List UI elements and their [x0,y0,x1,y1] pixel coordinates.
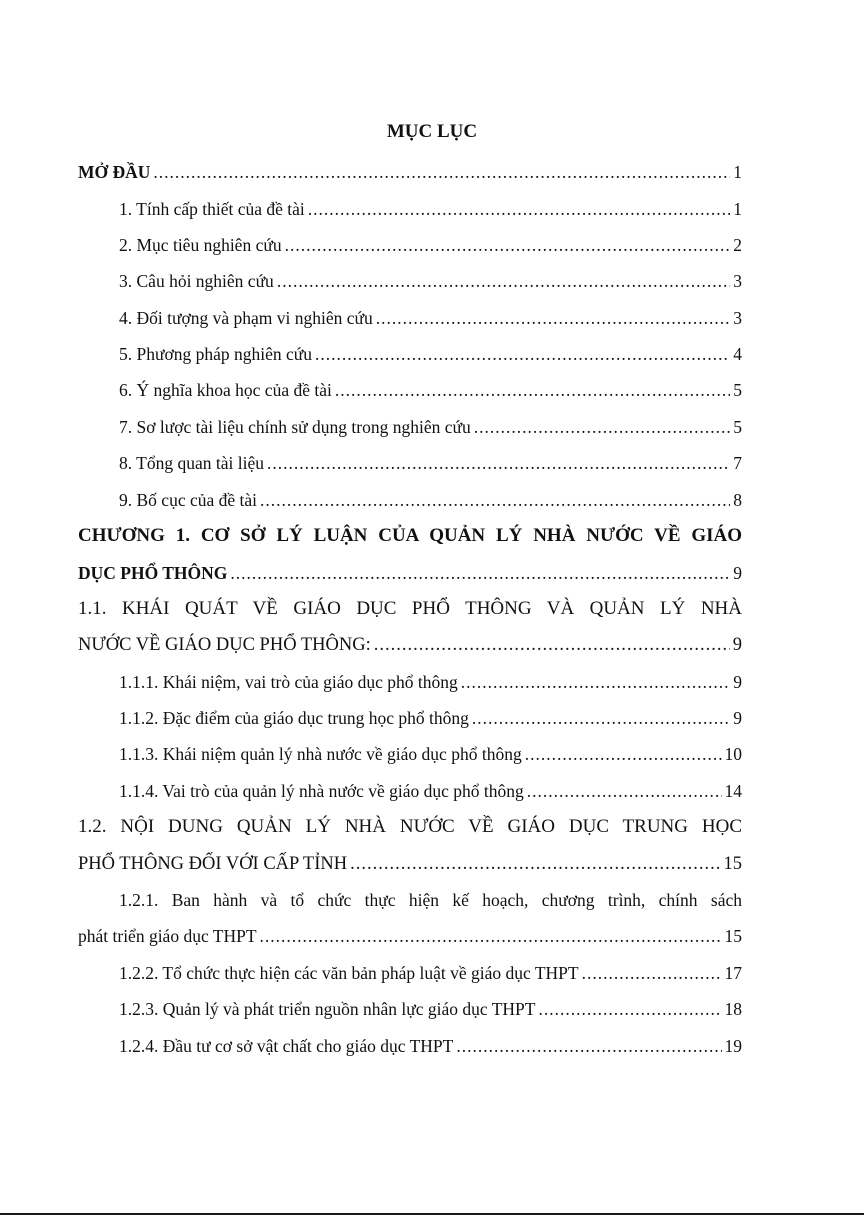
toc-chapter-heading [78,561,742,585]
dot-leader [472,706,730,730]
dot-leader [525,742,722,766]
toc-entry-text: 3. Câu hỏi nghiên cứu [119,271,274,291]
toc-entry-text: PHỔ THÔNG ĐỐI VỚI CẤP TỈNH [78,854,348,874]
toc-entry [119,451,742,475]
dot-leader [538,997,721,1021]
toc-entry-text: 4. Đối tượng và phạm vi nghiên cứu [119,308,373,328]
toc-entry-page: 9 [732,635,742,655]
toc-entry-page: 14 [724,781,742,801]
toc-entry-text: 1.2.3. Quản lý và phát triển nguồn nhân lực giáo dục THPT [119,999,536,1019]
page-bottom-edge [0,1213,864,1215]
dot-leader [308,197,730,221]
toc-entry-page: 5 [733,417,742,437]
dot-leader [350,852,720,876]
toc-entry [119,415,742,439]
dot-leader [260,488,730,512]
toc-entry-text: 1. Tính cấp thiết của đề tài [119,199,305,219]
toc-entry [119,706,742,730]
toc-entry-text: 1.1.3. Khái niệm quản lý nhà nước về giáo dục phổ thông [119,744,522,764]
dot-leader [260,924,722,948]
toc-entry-page: 3 [733,308,742,328]
toc-section-heading [78,633,742,657]
toc-entry-mo-dau [78,160,742,184]
toc-entry-page: 9 [733,708,742,728]
toc-entry-text: 1.2.4. Đầu tư cơ sở vật chất cho giáo dục THPT [119,1036,454,1056]
toc-entry-page: 5 [733,380,742,400]
toc-entry-page: 15 [723,854,742,874]
toc-entry-page: 10 [724,744,742,764]
toc-section-heading-line: 1.2. NỘI DUNG QUẢN LÝ NHÀ NƯỚC VỀ GIÁO DỤC TRUNG HỌC [78,816,742,837]
toc-entry-page: 15 [724,926,742,946]
toc-entry-page: 9 [733,563,742,583]
toc-entry-line: 1.2.1. Ban hành và tổ chức thực hiện kế hoạch, chương trình, chính sách [119,890,742,910]
toc-entry-text: 7. Sơ lược tài liệu chính sử dụng trong nghiên cứu [119,417,471,437]
toc-entry-text: 5. Phương pháp nghiên cứu [119,344,312,364]
toc-entry [119,342,742,366]
toc-entry-page: 7 [733,453,742,473]
toc-title: MỤC LỤC [386,121,478,142]
dot-leader [582,961,722,985]
toc-entry-page: 8 [733,490,742,510]
dot-leader [527,779,722,803]
toc-entry [119,306,742,330]
dot-leader [335,378,730,402]
toc-chapter-heading-line: CHƯƠNG 1. CƠ SỞ LÝ LUẬN CỦA QUẢN LÝ NHÀ NƯỚC VỀ GIÁO [78,525,742,546]
toc-entry [119,378,742,402]
toc-entry-text: 2. Mục tiêu nghiên cứu [119,235,282,255]
toc-entry [119,488,742,512]
toc-entry-page: 9 [733,672,742,692]
toc-entry-page: 4 [733,344,742,364]
toc-entry [119,269,742,293]
toc-section-heading [78,852,742,876]
toc-entry [119,670,742,694]
toc-section-heading-line: 1.1. KHÁI QUÁT VỀ GIÁO DỤC PHỔ THÔNG VÀ QUẢN LÝ NHÀ [78,598,742,619]
toc-entry-page: 17 [724,963,742,983]
toc-entry-text: MỞ ĐẦU [78,162,151,182]
toc-entry [119,197,742,221]
toc-entry-page: 2 [733,235,742,255]
toc-entry-page: 1 [733,162,742,182]
toc-entry-page: 19 [724,1036,742,1056]
toc-entry-text: 1.1.4. Vai trò của quản lý nhà nước về giáo dục phổ thông [119,781,524,801]
dot-leader [267,451,730,475]
toc-entry-text: NƯỚC VỀ GIÁO DỤC PHỔ THÔNG: [78,635,371,655]
dot-leader [374,633,730,657]
toc-entry [78,924,742,948]
dot-leader [474,415,731,439]
toc-entry-text: 6. Ý nghĩa khoa học của đề tài [119,380,332,400]
toc-entry-text: 8. Tổng quan tài liệu [119,453,264,473]
dot-leader [456,1034,721,1058]
toc-entry [119,742,742,766]
toc-entry-text: 1.2.2. Tổ chức thực hiện các văn bản pháp luật về giáo dục THPT [119,963,579,983]
toc-entry [119,1034,742,1058]
toc-entry [119,233,742,257]
dot-leader [376,306,731,330]
dot-leader [230,561,730,585]
toc-entry-text: DỤC PHỔ THÔNG [78,563,228,583]
dot-leader [315,342,730,366]
toc-entry-text: 9. Bố cục của đề tài [119,490,258,510]
toc-entry-page: 3 [733,271,742,291]
toc-entry [119,779,742,803]
toc-entry-text: phát triển giáo dục THPT [78,926,257,946]
dot-leader [285,233,731,257]
dot-leader [461,670,731,694]
toc-entry-page: 1 [733,199,742,219]
dot-leader [153,160,730,184]
toc-entry [119,997,742,1021]
toc-entry-text: 1.1.1. Khái niệm, vai trò của giáo dục phổ thông [119,672,458,692]
toc-entry-page: 18 [724,999,742,1019]
toc-entry-text: 1.1.2. Đặc điểm của giáo dục trung học phổ thông [119,708,469,728]
dot-leader [277,269,730,293]
toc-entry [119,961,742,985]
